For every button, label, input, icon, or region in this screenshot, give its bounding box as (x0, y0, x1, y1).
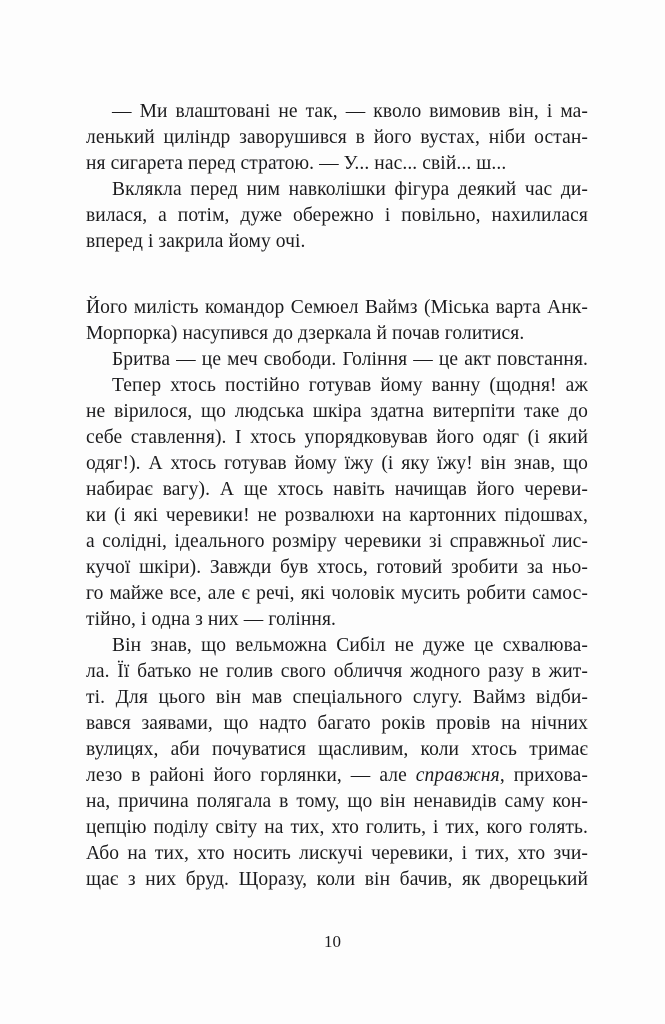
paragraph (86, 633, 588, 893)
text-block (86, 99, 588, 893)
text-line: — Ми влаштовані не так, — кволо вимовив він, і ма- (112, 101, 588, 122)
text-segment: , прихова- (499, 765, 588, 786)
text-line: набирає вагу). А ще хтось навіть начищав його череви- (86, 479, 588, 500)
text-line: Або на тих, хто носить лискучі черевики, і тих, хто зчи- (86, 843, 588, 864)
text-line: тійно, і одна з них — гоління. (86, 609, 336, 630)
text-line: ня сигарета перед стратою. — У... нас... свій... ш... (86, 153, 507, 174)
text-line: ті. Для цього він мав спеціального слугу. Ваймз відби- (86, 687, 588, 708)
paragraph (86, 177, 588, 255)
text-line: Бритва — це меч свободи. Гоління — це акт повстання. (112, 349, 588, 370)
text-line: ленький циліндр заворушився в його вустах, ніби остан- (86, 127, 588, 148)
text-line: щає з них бруд. Щоразу, коли він бачив, як дворецький (86, 869, 588, 890)
text-line: Його милість командор Семюел Ваймз (Міська варта Анк- (86, 297, 588, 318)
paragraph (86, 295, 588, 347)
text-line: вперед і закрила йому очі. (86, 231, 306, 252)
paragraph (86, 373, 588, 633)
text-line: Морпорка) насупився до дзеркала й почав голитися. (86, 323, 525, 344)
text-line: одяг!). А хтось готував йому їжу (і яку їжу! він знав, що (86, 453, 588, 474)
text-line: вулицях, аби почуватися щасливим, коли хтось тримає (86, 739, 588, 760)
text-line: Вклякла перед ним навколішки фігура деякий час ди- (112, 179, 588, 200)
text-line: ки (і які черевики! не розвалюхи на картонних підошвах, (86, 505, 588, 526)
text-line: вався заявами, що надто багато років провів на нічних (86, 713, 588, 734)
section-break (86, 255, 588, 295)
text-line: Тепер хтось постійно готував йому ванну (щодня! аж (112, 375, 588, 396)
text-line: цепцію поділу світу на тих, хто голить, і тих, кого голять. (86, 817, 588, 838)
text-line: не вірилося, що людська шкіра здатна витерпіти таке до (86, 401, 588, 422)
text-line: на, причина полягала в тому, що він ненавидів саму кон- (86, 791, 588, 812)
text-line: а солідні, ідеального розміру черевики зі справжньої лис- (86, 531, 588, 552)
text-line: кучої шкіри). Завжди був хтось, готовий зробити за ньо- (86, 557, 588, 578)
paragraph (86, 347, 588, 373)
text-segment: лезо в районі його горлянки, — але (86, 765, 416, 786)
text-line: ла. Її батько не голив свого обличчя жодного разу в жит- (86, 661, 588, 682)
text-line: себе ставлення). І хтось упорядковував його одяг (і який (86, 427, 588, 448)
italic-text: справжня (415, 765, 500, 786)
text-line: вилася, а потім, дуже обережно і повільно, нахилилася (86, 205, 588, 226)
text-line: го майже все, але є речі, які чоловік мусить робити самос- (86, 583, 588, 604)
page-number: 10 (324, 932, 341, 951)
text-line (86, 763, 588, 789)
paragraph (86, 99, 588, 177)
text-line: Він знав, що вельможна Сибіл не дуже це схвалюва- (112, 635, 588, 656)
